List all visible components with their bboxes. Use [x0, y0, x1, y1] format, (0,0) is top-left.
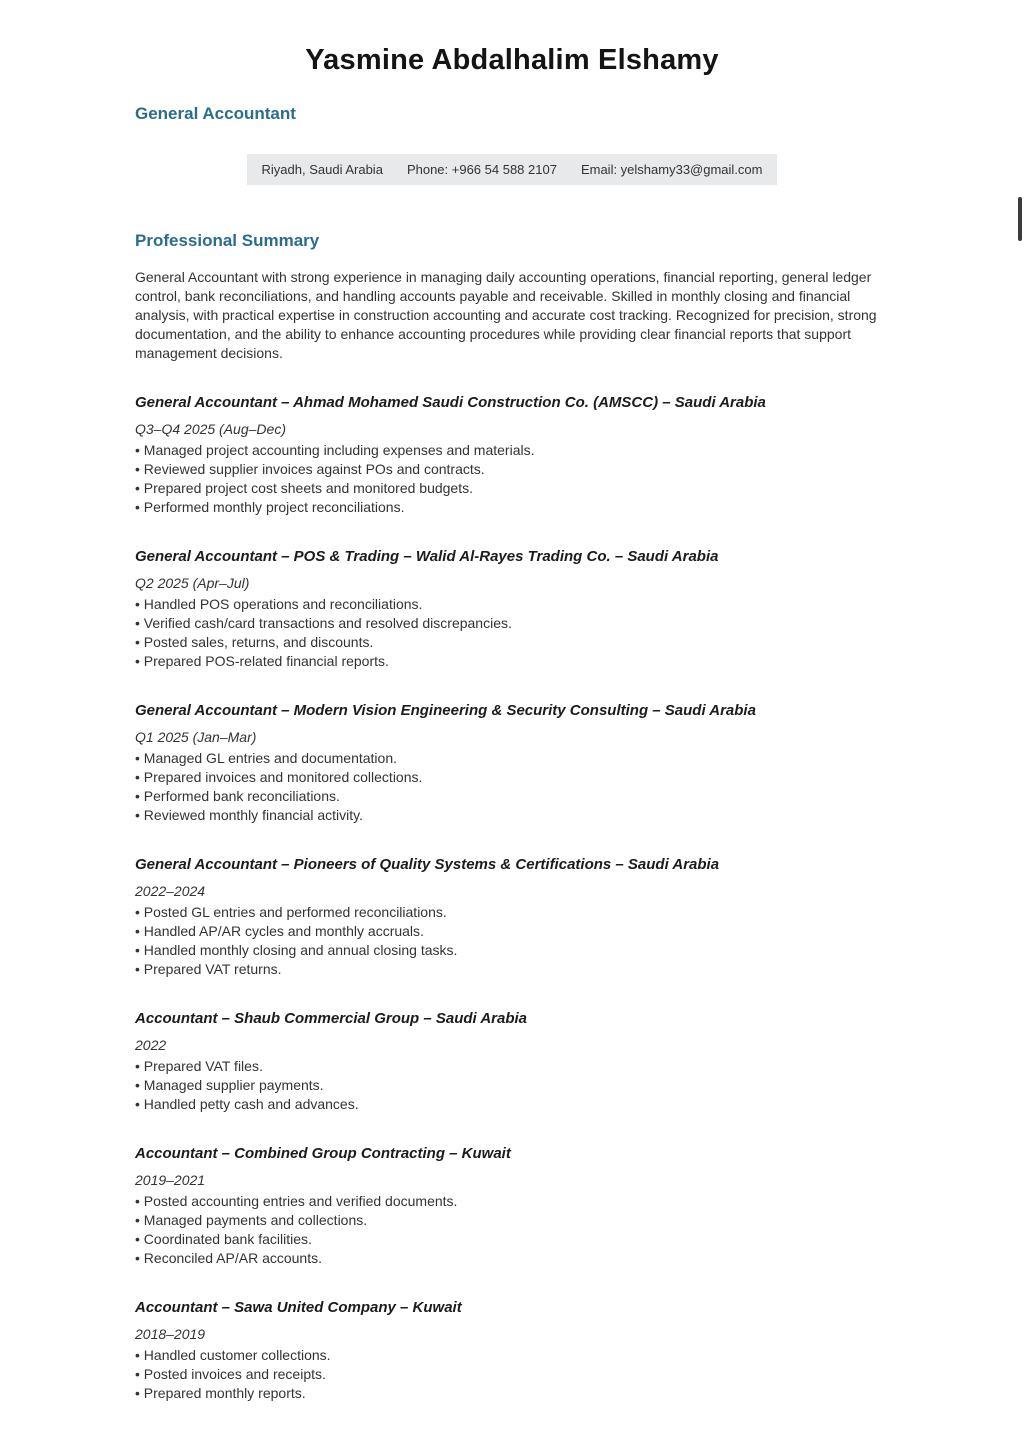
job-entry — [135, 856, 889, 979]
job-entry-title: Accountant – Shaub Commercial Group – Saudi Arabia — [135, 1010, 528, 1027]
job-entry-period: 2022 — [135, 1037, 167, 1053]
job-bullet: • Prepared VAT returns. — [135, 961, 282, 977]
job-entry — [135, 1145, 889, 1268]
contact-phone: Phone: +966 54 588 2107 — [406, 162, 557, 177]
job-bullet: • Prepared project cost sheets and monitored budgets. — [135, 480, 473, 496]
job-entry-bullets — [135, 1057, 889, 1114]
job-entry-title: General Accountant – Modern Vision Engineering & Security Consulting – Saudi Arabia — [135, 702, 756, 719]
job-entry-bullets — [135, 749, 889, 825]
job-bullet: • Posted accounting entries and verified documents. — [135, 1193, 458, 1209]
professional-summary-text: General Accountant with strong experience in managing daily accounting operations, financial reporting, general ledger control, bank reconciliations, and handling accounts payable and receivable. Skilled in monthly closing and financial analysis, with practical expertise in construction accounting and accurate cost tracking. Recognized for precision, strong documentation, and the ability to enhance accounting procedures while providing clear financial reports that support management decisions. — [135, 269, 877, 361]
job-bullet: • Reconciled AP/AR accounts. — [135, 1250, 322, 1266]
job-entry-title: General Accountant – Pioneers of Quality Systems & Certifications – Saudi Arabia — [135, 856, 720, 873]
job-entry-period: 2019–2021 — [135, 1172, 206, 1188]
job-entry-period: 2018–2019 — [135, 1326, 206, 1342]
job-entry-period: 2022–2024 — [135, 883, 206, 899]
job-bullet: • Prepared POS-related financial reports. — [135, 653, 389, 669]
job-entry — [135, 1299, 889, 1403]
candidate-job-title-heading: General Accountant — [135, 104, 296, 123]
job-entry — [135, 548, 889, 671]
job-bullet: • Managed supplier payments. — [135, 1077, 324, 1093]
job-entry-title: General Accountant – Ahmad Mohamed Saudi Construction Co. (AMSCC) – Saudi Arabia — [135, 394, 766, 411]
job-bullet: • Posted invoices and receipts. — [135, 1366, 326, 1382]
contact-bar — [247, 154, 778, 185]
job-bullet: • Posted sales, returns, and discounts. — [135, 634, 374, 650]
job-bullet: • Handled monthly closing and annual closing tasks. — [135, 942, 458, 958]
job-bullet: • Managed project accounting including expenses and materials. — [135, 442, 535, 458]
job-bullet: • Prepared invoices and monitored collections. — [135, 769, 423, 785]
job-entry-bullets — [135, 1192, 889, 1268]
job-entry-bullets — [135, 903, 889, 979]
job-entry-period: Q1 2025 (Jan–Mar) — [135, 729, 257, 745]
jobs-list — [135, 394, 889, 1403]
job-bullet: • Coordinated bank facilities. — [135, 1231, 312, 1247]
job-entry — [135, 1010, 889, 1114]
job-entry-period: Q3–Q4 2025 (Aug–Dec) — [135, 421, 286, 437]
job-bullet: • Handled customer collections. — [135, 1347, 331, 1363]
contact-email: Email: yelshamy33@gmail.com — [580, 162, 763, 177]
job-bullet: • Performed monthly project reconciliations. — [135, 499, 405, 515]
contact-location: Riyadh, Saudi Arabia — [261, 162, 383, 177]
job-bullet: • Posted GL entries and performed reconciliations. — [135, 904, 447, 920]
job-entry-bullets — [135, 1346, 889, 1403]
job-entry-bullets — [135, 441, 889, 517]
job-bullet: • Handled AP/AR cycles and monthly accruals. — [135, 923, 424, 939]
scrollbar-thumb[interactable] — [1018, 197, 1022, 241]
candidate-name: Yasmine Abdalhalim Elshamy — [305, 44, 719, 76]
job-bullet: • Handled POS operations and reconciliations. — [135, 596, 423, 612]
job-bullet: • Reviewed monthly financial activity. — [135, 807, 363, 823]
job-bullet: • Managed GL entries and documentation. — [135, 750, 397, 766]
professional-summary-heading: Professional Summary — [135, 231, 320, 250]
job-entry-title: General Accountant – POS & Trading – Walid Al-Rayes Trading Co. – Saudi Arabia — [135, 548, 719, 565]
job-bullet: • Handled petty cash and advances. — [135, 1096, 359, 1112]
job-bullet: • Managed payments and collections. — [135, 1212, 368, 1228]
job-bullet: • Performed bank reconciliations. — [135, 788, 340, 804]
job-bullet: • Reviewed supplier invoices against POs and contracts. — [135, 461, 485, 477]
job-entry — [135, 394, 889, 517]
job-entry — [135, 702, 889, 825]
job-bullet: • Prepared monthly reports. — [135, 1385, 306, 1401]
job-entry-title: Accountant – Sawa United Company – Kuwait — [135, 1299, 462, 1316]
job-bullet: • Prepared VAT files. — [135, 1058, 263, 1074]
job-bullet: • Verified cash/card transactions and resolved discrepancies. — [135, 615, 512, 631]
job-entry-bullets — [135, 595, 889, 671]
job-entry-period: Q2 2025 (Apr–Jul) — [135, 575, 250, 591]
job-entry-title: Accountant – Combined Group Contracting – Kuwait — [135, 1145, 511, 1162]
